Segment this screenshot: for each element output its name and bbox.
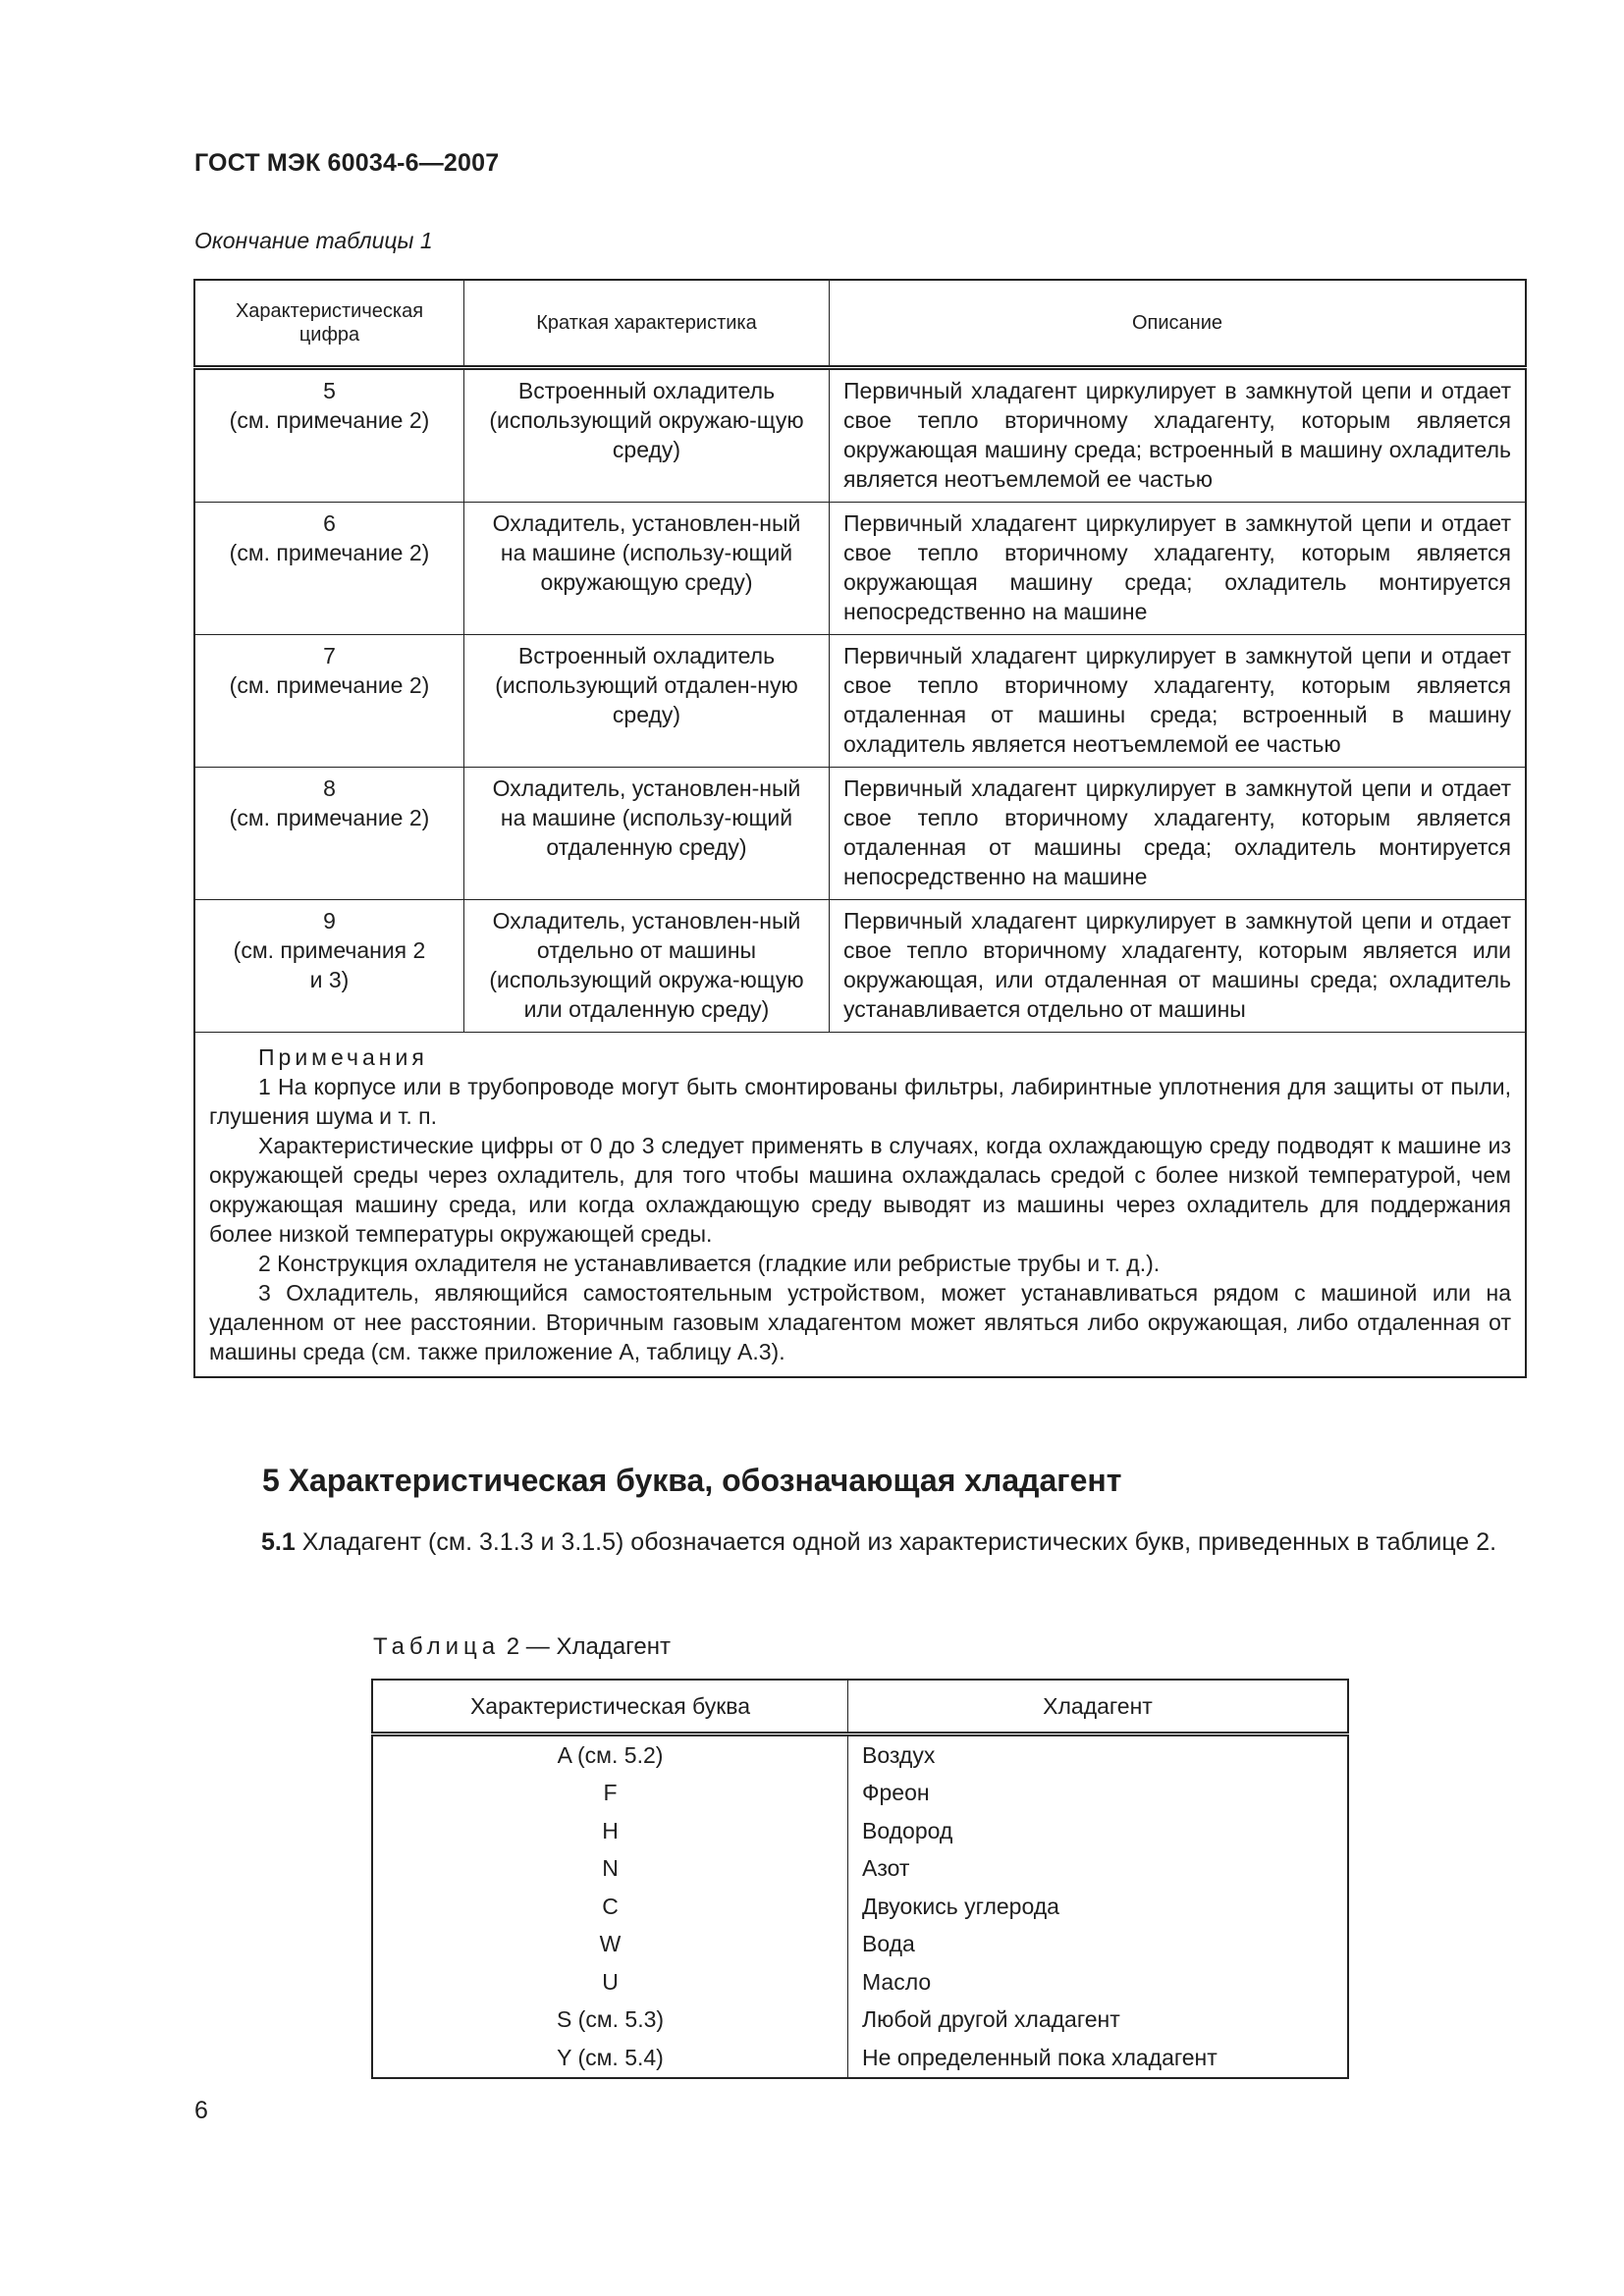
digit-value: 8 xyxy=(323,775,336,801)
table-row xyxy=(372,2039,1348,2078)
digit-value: 5 xyxy=(323,378,336,403)
table-2-header-row xyxy=(372,1680,1348,1735)
description-cell: Первичный хладагент циркулирует в замкнутой цепи и отдает свое тепло вторичному хладагенту, которым является отдаленная от машины среда; охладитель монтируется непосредственно на машине xyxy=(830,768,1527,900)
table-row xyxy=(372,1963,1348,2002)
short-description-cell: Охладитель, установлен-ный отдельно от машины (использующий окружа-ющую или отдаленную среду) xyxy=(464,900,830,1033)
digit-value: 6 xyxy=(323,510,336,536)
letter-cell: F xyxy=(372,1775,848,1813)
digit-ref: (см. примечание 2) xyxy=(229,672,430,698)
column-header-description: Описание xyxy=(830,280,1527,368)
agent-cell: Любой другой хладагент xyxy=(848,2002,1349,2040)
digit-cell xyxy=(194,368,464,503)
agent-cell: Вода xyxy=(848,1926,1349,1964)
note-1: 1 На корпусе или в трубопроводе могут быть смонтированы фильтры, лабиринтные уплотнения для защиты от пыли, глушения шума и т. п. xyxy=(209,1074,1511,1129)
description-cell: Первичный хладагент циркулирует в замкнутой цепи и отдает свое тепло вторичному хладагенту, которым является или окружающая, или отдаленная от машины среда; охладитель устанавливается отдельно от машины xyxy=(830,900,1527,1033)
section-heading: 5 Характеристическая буква, обозначающая хладагент xyxy=(262,1463,1122,1498)
table-row xyxy=(194,503,1526,635)
digit-value: 9 xyxy=(323,908,336,934)
short-description-cell: Охладитель, установлен-ный на машине (использу-ющий окружающую среду) xyxy=(464,503,830,635)
agent-cell: Азот xyxy=(848,1850,1349,1889)
letter-cell: S (см. 5.3) xyxy=(372,2002,848,2040)
letter-cell: H xyxy=(372,1812,848,1850)
agent-cell: Не определенный пока хладагент xyxy=(848,2039,1349,2078)
letter-cell: W xyxy=(372,1926,848,1964)
table-continuation-caption: Окончание таблицы 1 xyxy=(194,228,433,253)
notes-cell xyxy=(194,1033,1526,1378)
table-row xyxy=(372,1888,1348,1926)
table-row xyxy=(372,1812,1348,1850)
table-2-caption-title: 2 — Хладагент xyxy=(506,1633,671,1660)
agent-cell: Водород xyxy=(848,1812,1349,1850)
table-row xyxy=(372,1850,1348,1889)
table-row xyxy=(372,2002,1348,2040)
description-cell: Первичный хладагент циркулирует в замкнутой цепи и отдает свое тепло вторичному хладагенту, которым является окружающая машину среда; встроенный в машину охладитель является неотъемлемой ее частью xyxy=(830,368,1527,503)
agent-cell: Фреон xyxy=(848,1775,1349,1813)
letter-cell: N xyxy=(372,1850,848,1889)
notes-title: Примечания xyxy=(258,1044,428,1070)
paragraph-5-1 xyxy=(194,1525,1526,1559)
digit-ref: (см. примечание 2) xyxy=(229,407,430,433)
description-cell: Первичный хладагент циркулирует в замкнутой цепи и отдает свое тепло вторичному хладагенту, которым является окружающая машину среда; охладитель монтируется непосредственно на машине xyxy=(830,503,1527,635)
agent-cell: Масло xyxy=(848,1963,1349,2002)
paragraph-text: Хладагент (см. 3.1.3 и 3.1.5) обозначается одной из характеристических букв, приведенных в таблице 2. xyxy=(301,1528,1497,1556)
table-row xyxy=(194,900,1526,1033)
digit-cell xyxy=(194,768,464,900)
digit-cell xyxy=(194,900,464,1033)
description-cell: Первичный хладагент циркулирует в замкнутой цепи и отдает свое тепло вторичному хладагенту, которым является отдаленная от машины среда; встроенный в машину охладитель является неотъемлемой ее частью xyxy=(830,635,1527,768)
note-2: 2 Конструкция охладителя не устанавливается (гладкие или ребристые трубы и т. д.). xyxy=(258,1251,1161,1276)
letter-cell: C xyxy=(372,1888,848,1926)
table-2-caption-word: Таблица xyxy=(373,1633,501,1660)
digit-cell xyxy=(194,635,464,768)
notes-row xyxy=(194,1033,1526,1378)
column-header-short: Краткая характеристика xyxy=(464,280,830,368)
document-code: ГОСТ МЭК 60034-6—2007 xyxy=(194,149,500,177)
table-1-header-row xyxy=(194,280,1526,368)
digit-value: 7 xyxy=(323,643,336,668)
column-header-agent: Хладагент xyxy=(848,1680,1349,1735)
digit-cell xyxy=(194,503,464,635)
short-description-cell: Встроенный охладитель (использующий отдален-ную среду) xyxy=(464,635,830,768)
note-3: 3 Охладитель, являющийся самостоятельным устройством, может устанавливаться рядом с машиной или на удаленном от нее расстоянии. Вторичным газовым хладагентом может являться либо окружающая, либо отдаленная от машины среда (см. также приложение А, таблицу А.3). xyxy=(209,1280,1511,1364)
letter-cell: U xyxy=(372,1963,848,2002)
table-1 xyxy=(193,279,1527,1378)
table-row xyxy=(372,1735,1348,1775)
table-row xyxy=(194,635,1526,768)
digit-ref: (см. примечание 2) xyxy=(229,540,430,565)
table-2 xyxy=(371,1679,1349,2079)
table-2-caption xyxy=(373,1633,671,1661)
table-row xyxy=(194,368,1526,503)
page-number: 6 xyxy=(194,2097,208,2124)
column-header-letter: Характеристическая буква xyxy=(372,1680,848,1735)
short-description-cell: Охладитель, установлен-ный на машине (использу-ющий отдаленную среду) xyxy=(464,768,830,900)
letter-cell: A (см. 5.2) xyxy=(372,1735,848,1775)
table-row xyxy=(194,768,1526,900)
letter-cell: Y (см. 5.4) xyxy=(372,2039,848,2078)
agent-cell: Воздух xyxy=(848,1735,1349,1775)
digit-ref: (см. примечания 2 и 3) xyxy=(233,937,426,992)
paragraph-number: 5.1 xyxy=(261,1528,296,1556)
agent-cell: Двуокись углерода xyxy=(848,1888,1349,1926)
table-row xyxy=(372,1926,1348,1964)
digit-ref: (см. примечание 2) xyxy=(229,805,430,830)
note-1-continued: Характеристические цифры от 0 до 3 следует применять в случаях, когда охлаждающую среду подводят к машине из окружающей среды через охладитель, для того чтобы машина охлаждалась средой с более низкой температурой, чем окружающая машину среда, или когда охлаждающую среду выводят из машины через охладитель для поддержания более низкой температуры окружающей среды. xyxy=(209,1133,1511,1247)
table-row xyxy=(372,1775,1348,1813)
short-description-cell: Встроенный охладитель (использующий окружаю-щую среду) xyxy=(464,368,830,503)
column-header-digit: Характеристическая цифра xyxy=(194,280,464,368)
